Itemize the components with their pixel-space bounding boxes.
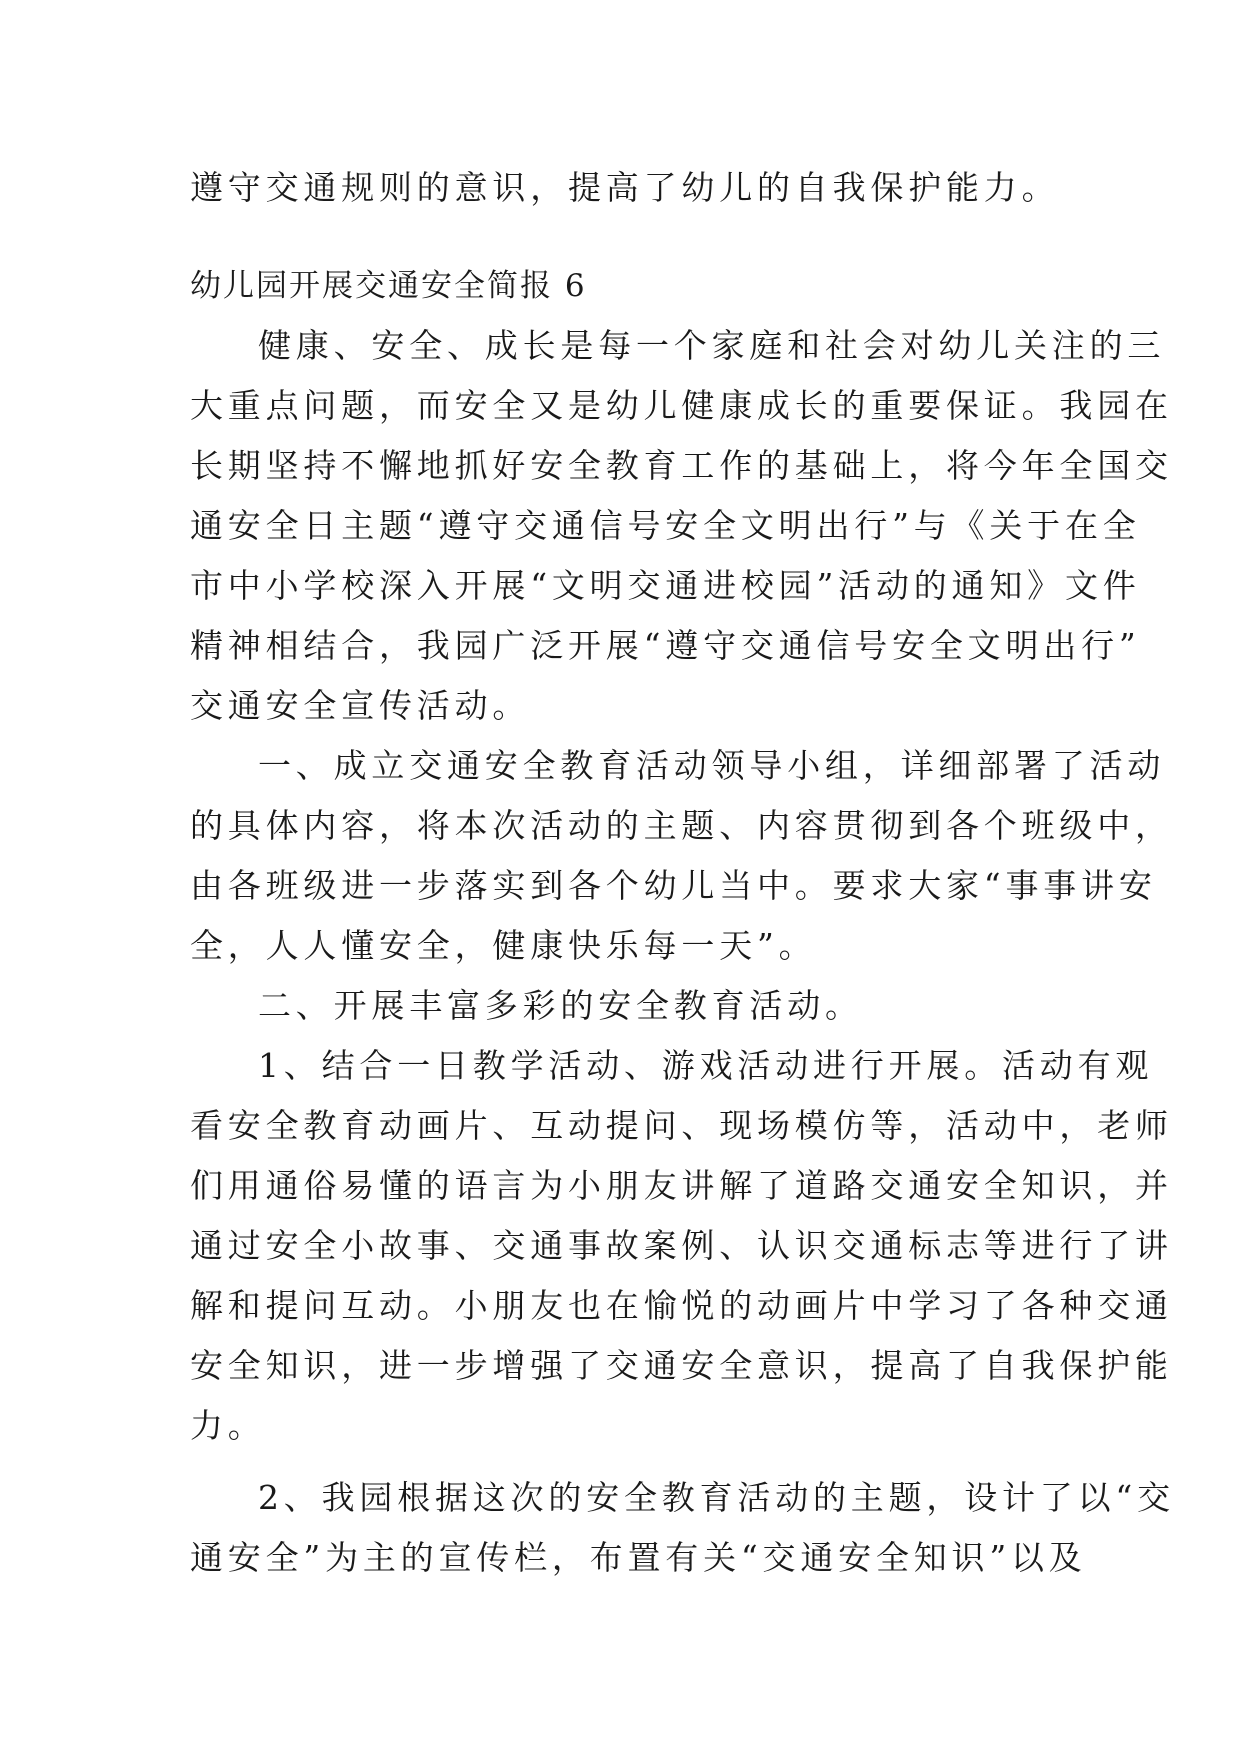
paragraph-line: 通过安全小故事、交通事故案例、认识交通标志等进行了讲 (190, 1226, 1173, 1265)
paragraph-line: 全，人人懂安全，健康快乐每一天”。 (190, 926, 817, 965)
paragraph-line: 安全知识，进一步增强了交通安全意识，提高了自我保护能 (190, 1346, 1173, 1385)
paragraph-line: 1、结合一日教学活动、游戏活动进行开展。活动有观 (258, 1046, 1154, 1085)
paragraph-line: 精神相结合，我园广泛开展“遵守交通信号安全文明出行” (190, 626, 1141, 665)
paragraph-line: 一、成立交通安全教育活动领导小组，详细部署了活动 (258, 746, 1166, 785)
section-title: 幼儿园开展交通安全简报 6 (190, 268, 587, 304)
paragraph-line: 的具体内容，将本次活动的主题、内容贯彻到各个班级中， (190, 806, 1173, 845)
paragraph-line: 市中小学校深入开展“文明交通进校园”活动的通知》文件 (190, 566, 1141, 605)
paragraph-item-two (190, 1468, 1175, 1588)
paragraph-line: 力。 (190, 1406, 266, 1445)
paragraph-line: 二、开展丰富多彩的安全教育活动。 (258, 986, 863, 1025)
paragraph-intro (190, 316, 1173, 736)
paragraph-line: 长期坚持不懈地抓好安全教育工作的基础上，将今年全国交 (190, 446, 1173, 485)
paragraph-line: 交通安全宣传活动。 (190, 686, 531, 725)
paragraph-line: 看安全教育动画片、互动提问、现场模仿等，活动中，老师 (190, 1106, 1173, 1145)
paragraph-line: 由各班级进一步落实到各个幼儿当中。要求大家“事事讲安 (190, 866, 1157, 905)
intro-line: 遵守交通规则的意识，提高了幼儿的自我保护能力。 (190, 168, 1060, 207)
paragraph-line: 通安全”为主的宣传栏，布置有关“交通安全知识”以及 (190, 1538, 1087, 1577)
document-body (190, 158, 1175, 1588)
paragraph-item-one (190, 1036, 1173, 1456)
paragraph-line: 通安全日主题“遵守交通信号安全文明出行”与《关于在全 (190, 506, 1141, 545)
paragraph-section-two (190, 976, 1070, 1036)
paragraph-line: 健康、安全、成长是每一个家庭和社会对幼儿关注的三 (258, 326, 1166, 365)
paragraph-line: 大重点问题，而安全又是幼儿健康成长的重要保证。我园在 (190, 386, 1173, 425)
paragraph-line: 解和提问互动。小朋友也在愉悦的动画片中学习了各种交通 (190, 1286, 1173, 1325)
paragraph-line: 们用通俗易懂的语言为小朋友讲解了道路交通安全知识，并 (190, 1166, 1173, 1205)
paragraph-line: 2、我园根据这次的安全教育活动的主题，设计了以“交 (258, 1478, 1175, 1517)
paragraph-section-one (190, 736, 1173, 976)
